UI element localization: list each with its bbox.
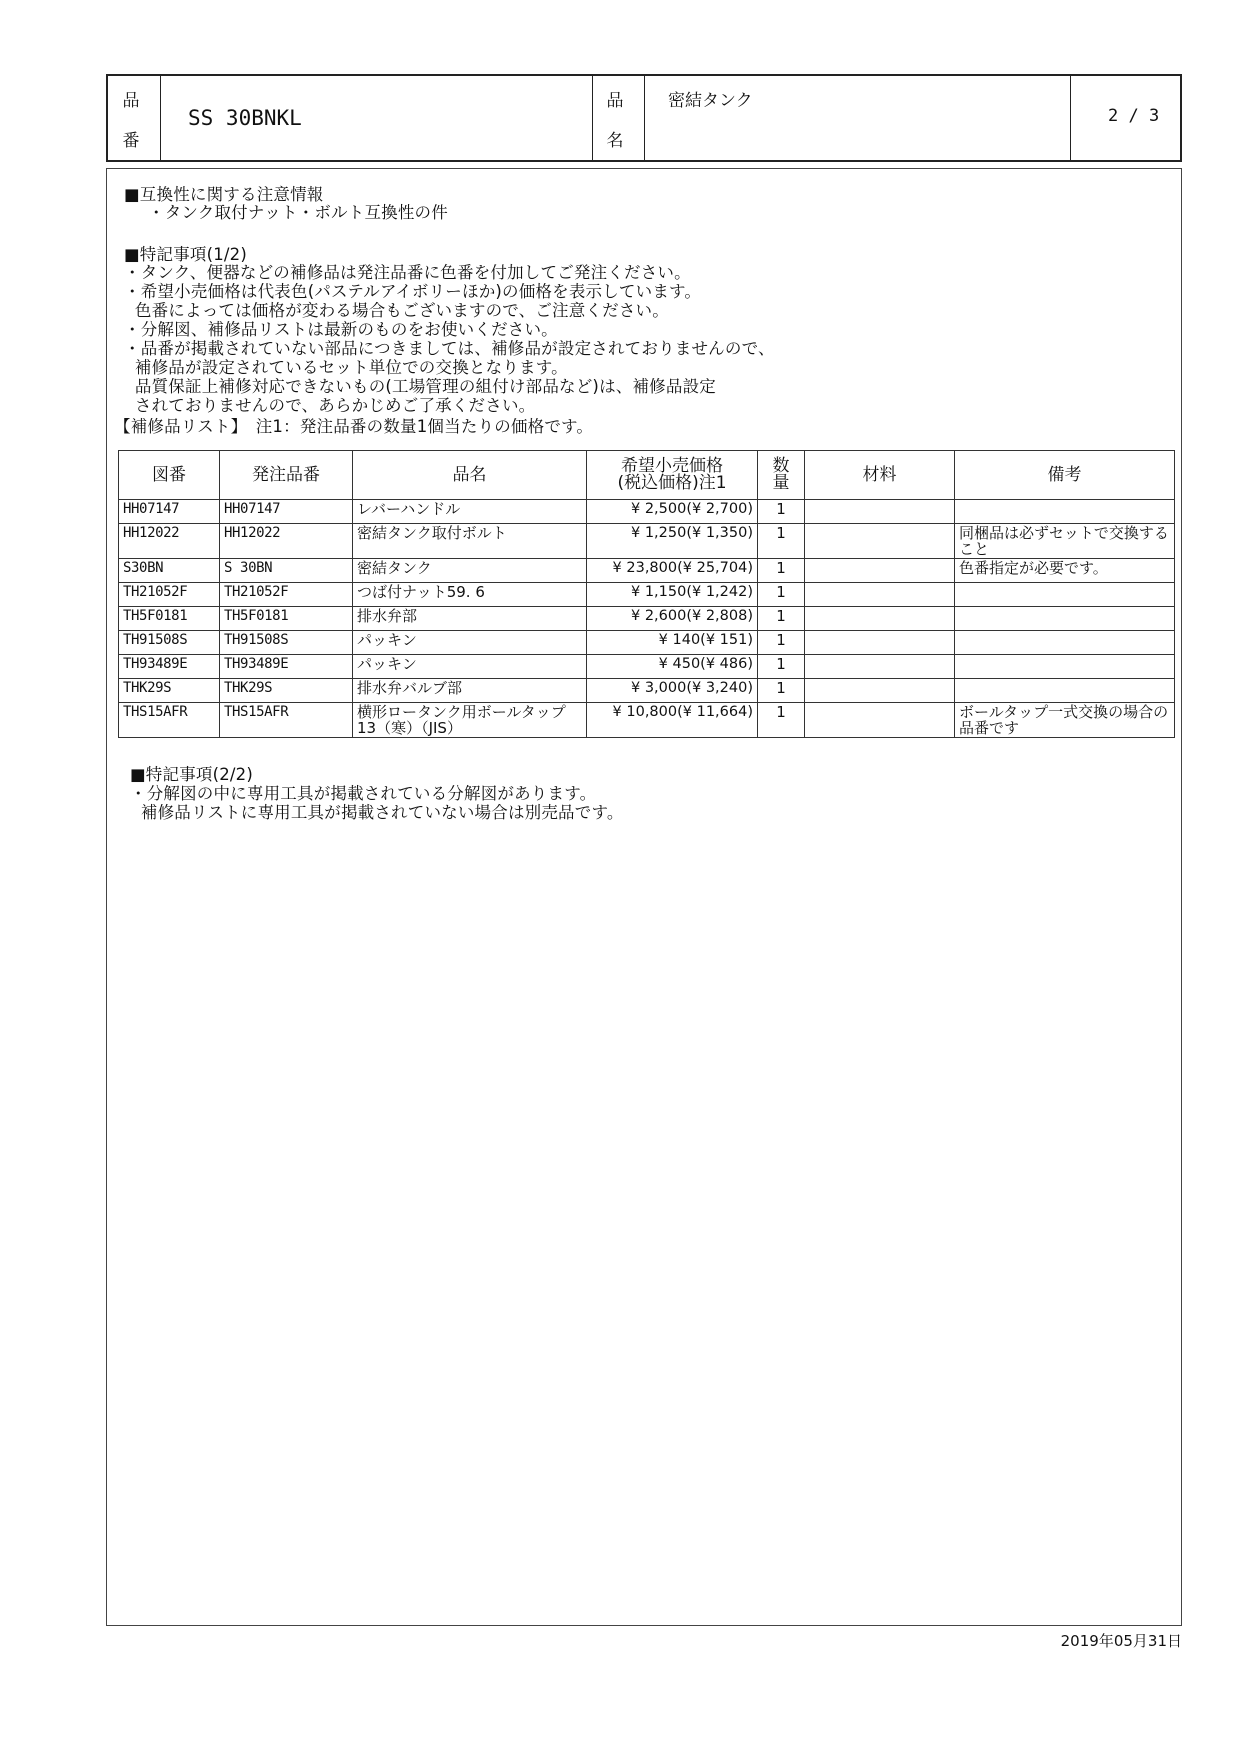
- cell-order-no: HH12022: [220, 524, 353, 559]
- cell-zuban: TH91508S: [119, 631, 220, 655]
- cell-material: [805, 500, 955, 524]
- col-header-qty: 数 量: [758, 451, 805, 500]
- cell-order-no: HH07147: [220, 500, 353, 524]
- cell-material: [805, 607, 955, 631]
- cell-name: パッキン: [353, 655, 587, 679]
- table-row: [119, 500, 1175, 524]
- cell-qty: 1: [758, 500, 805, 524]
- col-header-price: 希望小売価格 (税込価格)注1: [587, 451, 758, 500]
- cell-qty: 1: [758, 703, 805, 738]
- cell-order-no: THK29S: [220, 679, 353, 703]
- cell-material: [805, 703, 955, 738]
- table-header-row: [119, 451, 1175, 500]
- header-box: [106, 74, 1182, 162]
- notes2-heading: ■特記事項(2/2): [130, 765, 254, 784]
- parts-table: [118, 450, 1175, 738]
- notes1-line: されておりませんので、あらかじめご了承ください。: [124, 396, 536, 415]
- cell-name: 排水弁バルブ部: [353, 679, 587, 703]
- cell-material: [805, 583, 955, 607]
- part-no-label-bottom: 番: [122, 131, 140, 151]
- notes1-line: ・希望小売価格は代表色(パステルアイボリーほか)の価格を表示しています。: [124, 282, 702, 301]
- cell-price: ¥ 140(¥ 151): [587, 631, 758, 655]
- page-number: 2 / 3: [1108, 106, 1160, 126]
- cell-remarks: [955, 583, 1175, 607]
- cell-name: パッキン: [353, 631, 587, 655]
- cell-price: ¥ 3,000(¥ 3,240): [587, 679, 758, 703]
- cell-remarks: 同梱品は必ずセットで交換すること: [955, 524, 1175, 559]
- cell-remarks: [955, 500, 1175, 524]
- table-row: [119, 703, 1175, 738]
- compat-heading: ■互換性に関する注意情報: [124, 185, 324, 204]
- part-no-label-top: 品: [122, 91, 140, 111]
- table-row: [119, 559, 1175, 583]
- list-caption: 【補修品リスト】 注1：発注品番の数量1個当たりの価格です。: [114, 417, 594, 436]
- cell-price: ¥ 10,800(¥ 11,664): [587, 703, 758, 738]
- table-row: [119, 679, 1175, 703]
- cell-remarks: [955, 631, 1175, 655]
- cell-zuban: TH5F0181: [119, 607, 220, 631]
- table-row: [119, 655, 1175, 679]
- cell-material: [805, 559, 955, 583]
- cell-price: ¥ 1,250(¥ 1,350): [587, 524, 758, 559]
- cell-price: ¥ 1,150(¥ 1,242): [587, 583, 758, 607]
- cell-zuban: TH93489E: [119, 655, 220, 679]
- col-header-remarks: 備考: [955, 451, 1175, 500]
- notes1-heading: ■特記事項(1/2): [124, 245, 248, 264]
- cell-qty: 1: [758, 655, 805, 679]
- notes1-line: ・タンク、便器などの補修品は発注品番に色番を付加してご発注ください。: [124, 263, 691, 282]
- cell-remarks: [955, 655, 1175, 679]
- cell-order-no: TH93489E: [220, 655, 353, 679]
- part-number: SS 30BNKL: [188, 106, 302, 130]
- cell-qty: 1: [758, 559, 805, 583]
- cell-order-no: THS15AFR: [220, 703, 353, 738]
- cell-name: 排水弁部: [353, 607, 587, 631]
- cell-zuban: THK29S: [119, 679, 220, 703]
- notes2-line: ・分解図の中に専用工具が掲載されている分解図があります。: [130, 784, 597, 803]
- cell-order-no: TH21052F: [220, 583, 353, 607]
- cell-qty: 1: [758, 524, 805, 559]
- name-label-top: 品: [606, 91, 624, 111]
- cell-price: ¥ 23,800(¥ 25,704): [587, 559, 758, 583]
- issue-date: 2019年05月31日: [1060, 1632, 1182, 1650]
- col-header-order-no: 発注品番: [220, 451, 353, 500]
- cell-name: 密結タンク: [353, 559, 587, 583]
- cell-qty: 1: [758, 607, 805, 631]
- notes1-line: ・分解図、補修品リストは最新のものをお使いください。: [124, 320, 558, 339]
- notes1-line: ・品番が掲載されていない部品につきましては、補修品が設定されておりませんので、: [124, 339, 775, 358]
- name-label-bottom: 名: [606, 131, 624, 151]
- cell-zuban: HH12022: [119, 524, 220, 559]
- table-row: [119, 607, 1175, 631]
- col-header-material: 材料: [805, 451, 955, 500]
- cell-remarks: ボールタップ一式交換の場合の品番です: [955, 703, 1175, 738]
- cell-zuban: HH07147: [119, 500, 220, 524]
- cell-qty: 1: [758, 679, 805, 703]
- cell-name: 密結タンク取付ボルト: [353, 524, 587, 559]
- cell-price: ¥ 2,600(¥ 2,808): [587, 607, 758, 631]
- notes1-line: 品質保証上補修対応できないもの(工場管理の組付け部品など)は、補修品設定: [124, 377, 716, 396]
- table-row: [119, 583, 1175, 607]
- cell-material: [805, 655, 955, 679]
- cell-material: [805, 524, 955, 559]
- cell-qty: 1: [758, 631, 805, 655]
- notes1-line: 補修品が設定されているセット単位での交換となります。: [124, 358, 568, 377]
- compat-item: ・タンク取付ナット・ボルト互換性の件: [148, 203, 448, 222]
- product-name: 密結タンク: [668, 91, 753, 111]
- cell-qty: 1: [758, 583, 805, 607]
- col-header-name: 品名: [353, 451, 587, 500]
- cell-remarks: [955, 679, 1175, 703]
- col-header-zuban: 図番: [119, 451, 220, 500]
- notes1-line: 色番によっては価格が変わる場合もございますので、ご注意ください。: [124, 301, 669, 320]
- cell-material: [805, 631, 955, 655]
- table-row: [119, 631, 1175, 655]
- cell-zuban: S30BN: [119, 559, 220, 583]
- cell-order-no: TH91508S: [220, 631, 353, 655]
- cell-name: 横形ロータンク用ボールタップ13（寒）（JIS）: [353, 703, 587, 738]
- cell-order-no: S 30BN: [220, 559, 353, 583]
- cell-material: [805, 679, 955, 703]
- cell-name: レバーハンドル: [353, 500, 587, 524]
- table-row: [119, 524, 1175, 559]
- cell-remarks: 色番指定が必要です。: [955, 559, 1175, 583]
- cell-remarks: [955, 607, 1175, 631]
- cell-price: ¥ 450(¥ 486): [587, 655, 758, 679]
- cell-zuban: THS15AFR: [119, 703, 220, 738]
- cell-zuban: TH21052F: [119, 583, 220, 607]
- notes2-line: 補修品リストに専用工具が掲載されていない場合は別売品です。: [130, 803, 624, 822]
- cell-order-no: TH5F0181: [220, 607, 353, 631]
- cell-price: ¥ 2,500(¥ 2,700): [587, 500, 758, 524]
- cell-name: つば付ナット59. 6: [353, 583, 587, 607]
